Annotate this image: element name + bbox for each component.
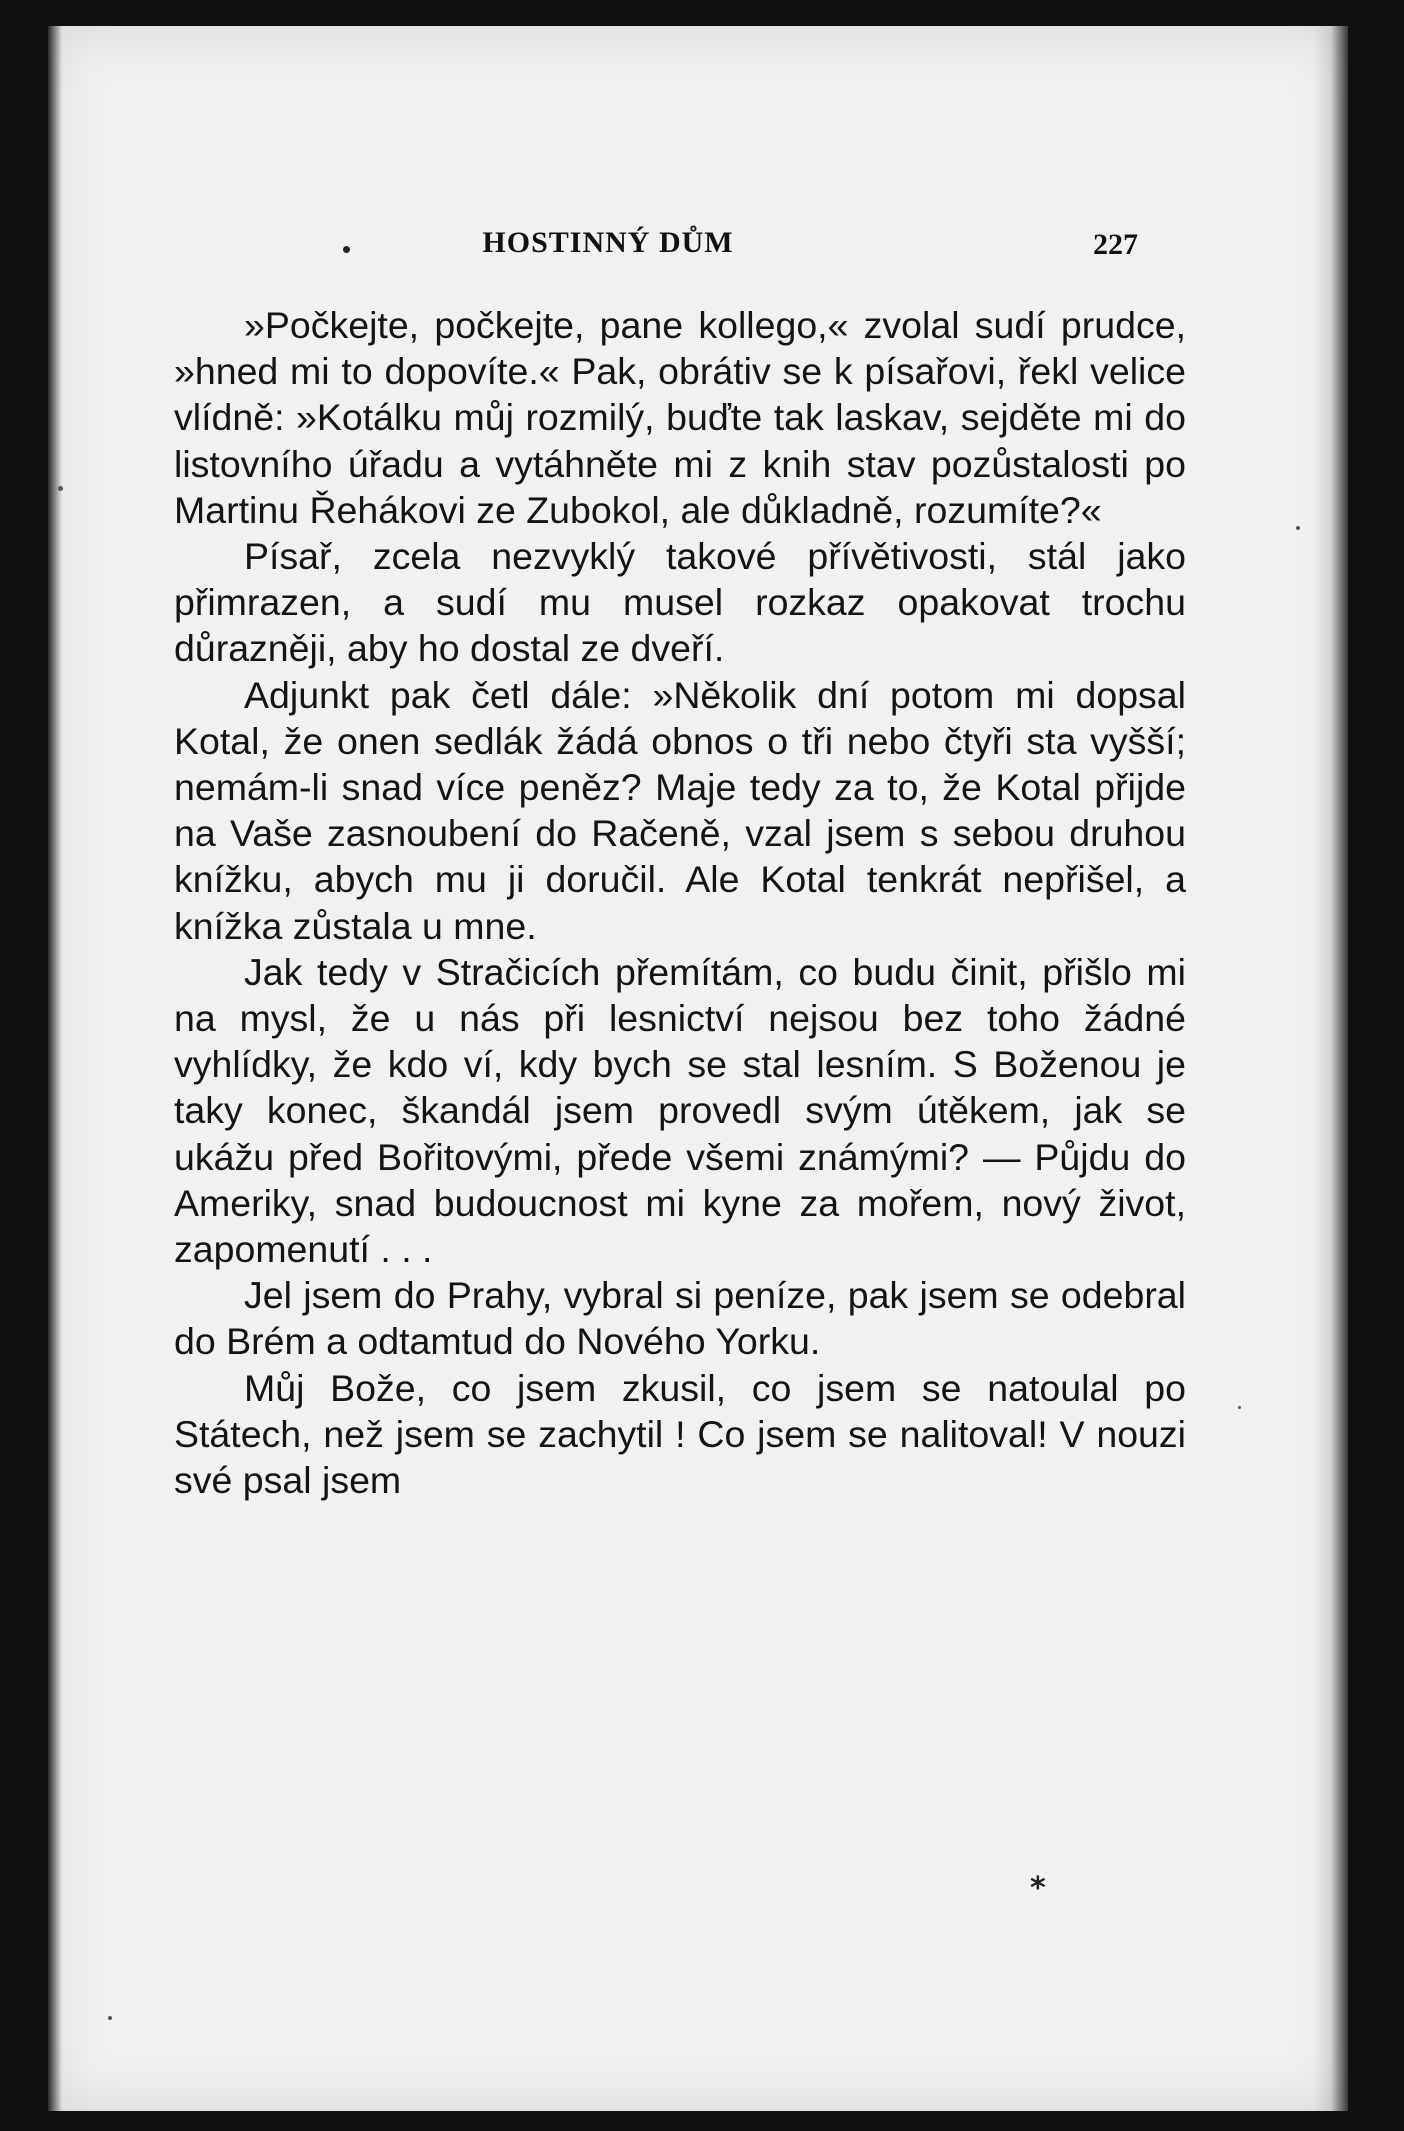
chapter-title: HOSTINNÝ DŮM — [482, 226, 734, 259]
paragraph-4: Jak tedy v Stračicích přemítám, co budu činit, přišlo mi na mysl, že u nás při lesnictví nejsou bez toho žádné vyhlídky, že kdo ví, kdy bych se stal lesním. S Boženou je taky konec, škandál jsem provedl svým útěkem, jak se ukážu před Bořitovými, přede všemi známými? — Půjdu do Ameriky, snad budoucnost mi kyne za mořem, nový život, zapomenutí . . . — [174, 950, 1186, 1271]
book-page — [48, 26, 1348, 2111]
paper-speck — [1296, 526, 1300, 530]
paragraph-3: Adjunkt pak četl dále: »Několik dní potom mi dopsal Kotal, že onen sedlák žádá obnos o tři nebo čtyři sta vyšší; nemám-li snad více peněz? Maje tedy za to, že Kotal přijde na Vaše zasnoubení do Račeně, vzal jsem s sebou druhou knížku, abych mu ji doručil. Ale Kotal tenkrát nepřišel, a knížka zůstala u mne. — [174, 673, 1186, 947]
paper-speck — [58, 486, 63, 491]
running-head — [48, 226, 1348, 266]
paragraph-5: Jel jsem do Prahy, vybral si peníze, pak jsem se odebral do Brém a odtamtud do Nového Yorku. — [174, 1274, 1186, 1363]
page-left-shadow — [48, 26, 62, 2111]
paragraph-1: »Počkejte, počkejte, pane kollego,« zvolal sudí prudce, »hned mi to dopovíte.« Pak, obrátiv se k písařovi, řekl velice vlídně: »Kotálku můj rozmilý, buďte tak laskav, sejděte mi do listovního úřadu a vytáhněte mi z knih stav pozůstalosti po Martinu Řehákovi ze Zubokol, ale důkladně, rozumíte?« — [174, 304, 1186, 531]
paper-speck — [108, 2016, 112, 2020]
page-number: 227 — [1093, 228, 1138, 261]
signature-mark: * — [1030, 1871, 1046, 1906]
paper-speck — [1238, 1406, 1241, 1409]
paragraph-6: Můj Bože, co jsem zkusil, co jsem se natoulal po Státech, než jsem se zachytil ! Co jsem se nalitoval! V nouzi své psal jsem — [174, 1366, 1186, 1502]
paragraph-2: Písař, zcela nezvyklý takové přívětivosti, stál jako přimrazen, a sudí mu musel rozkaz opakovat trochu důrazněji, aby ho dostal ze dveří. — [174, 535, 1186, 670]
body-text — [174, 302, 1186, 1503]
page-right-shadow — [1314, 26, 1348, 2111]
